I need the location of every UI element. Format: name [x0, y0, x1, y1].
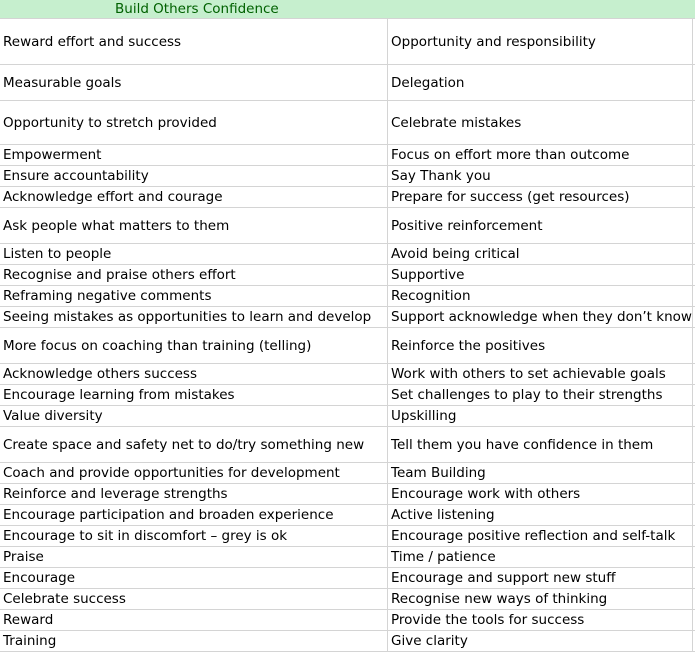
- table-row: [0, 187, 695, 208]
- table-cell-left[interactable]: Acknowledge others success: [0, 364, 388, 384]
- table-cell-left[interactable]: Reframing negative comments: [0, 286, 388, 306]
- table-cell-left[interactable]: Recognise and praise others effort: [0, 265, 388, 285]
- table-cell-left[interactable]: Encourage: [0, 568, 388, 588]
- table-row: [0, 631, 695, 652]
- table-cell-left[interactable]: Listen to people: [0, 244, 388, 264]
- table-cell-right[interactable]: Encourage positive reflection and self-talk: [388, 526, 693, 546]
- table-cell-left[interactable]: Reinforce and leverage strengths: [0, 484, 388, 504]
- table-row: [0, 568, 695, 589]
- table-cell-right[interactable]: Upskilling: [388, 406, 693, 426]
- table-cell-right[interactable]: Set challenges to play to their strengths: [388, 385, 693, 405]
- table-cell-right[interactable]: Team Building: [388, 463, 693, 483]
- table-row: [0, 65, 695, 101]
- table-cell-left[interactable]: More focus on coaching than training (telling): [0, 328, 388, 363]
- table-cell-left[interactable]: Encourage learning from mistakes: [0, 385, 388, 405]
- header-row[interactable]: [0, 0, 695, 19]
- table-row: [0, 208, 695, 244]
- table-cell-right[interactable]: Give clarity: [388, 631, 693, 651]
- table-cell-left[interactable]: Value diversity: [0, 406, 388, 426]
- table-row: [0, 406, 695, 427]
- table-cell-right[interactable]: Positive reinforcement: [388, 208, 693, 243]
- table-cell-left[interactable]: Acknowledge effort and courage: [0, 187, 388, 207]
- table-row: [0, 166, 695, 187]
- table-cell-left[interactable]: Training: [0, 631, 388, 651]
- table-cell-right[interactable]: Reinforce the positives: [388, 328, 693, 363]
- table-cell-left[interactable]: Reward: [0, 610, 388, 630]
- table-row: [0, 307, 695, 328]
- table-cell-right[interactable]: Delegation: [388, 65, 693, 100]
- table-cell-left[interactable]: Create space and safety net to do/try something new: [0, 427, 388, 462]
- table-row: [0, 328, 695, 364]
- table-cell-left[interactable]: Empowerment: [0, 145, 388, 165]
- table-cell-right[interactable]: Active listening: [388, 505, 693, 525]
- table-cell-left[interactable]: Seeing mistakes as opportunities to learn and develop: [0, 307, 388, 327]
- table-row: [0, 385, 695, 406]
- table-row: [0, 19, 695, 65]
- table-cell-right[interactable]: Say Thank you: [388, 166, 693, 186]
- table-row: [0, 265, 695, 286]
- table-cell-right[interactable]: Encourage and support new stuff: [388, 568, 693, 588]
- table-cell-right[interactable]: Focus on effort more than outcome: [388, 145, 693, 165]
- table-row: [0, 101, 695, 145]
- table-cell-right[interactable]: Support acknowledge when they don’t know: [388, 307, 693, 327]
- table-cell-left[interactable]: Encourage participation and broaden experience: [0, 505, 388, 525]
- table-cell-left[interactable]: Coach and provide opportunities for development: [0, 463, 388, 483]
- table-cell-left[interactable]: Celebrate success: [0, 589, 388, 609]
- table-cell-right[interactable]: Time / patience: [388, 547, 693, 567]
- table-cell-right[interactable]: Encourage work with others: [388, 484, 693, 504]
- table-cell-right[interactable]: Tell them you have confidence in them: [388, 427, 693, 462]
- table-row: [0, 610, 695, 631]
- table-cell-right[interactable]: Supportive: [388, 265, 693, 285]
- table-row: [0, 427, 695, 463]
- table-row: [0, 286, 695, 307]
- table-row: [0, 505, 695, 526]
- table-cell-right[interactable]: Celebrate mistakes: [388, 101, 693, 144]
- table-row: [0, 463, 695, 484]
- table-cell-right[interactable]: Avoid being critical: [388, 244, 693, 264]
- table-cell-right[interactable]: Work with others to set achievable goals: [388, 364, 693, 384]
- table-row: [0, 526, 695, 547]
- table-row: [0, 484, 695, 505]
- table-cell-left[interactable]: Ensure accountability: [0, 166, 388, 186]
- table-cell-left[interactable]: Ask people what matters to them: [0, 208, 388, 243]
- table-cell-left[interactable]: Reward effort and success: [0, 19, 388, 64]
- table-row: [0, 589, 695, 610]
- table-cell-right[interactable]: Recognition: [388, 286, 693, 306]
- table-cell-left[interactable]: Measurable goals: [0, 65, 388, 100]
- table-cell-right[interactable]: Provide the tools for success: [388, 610, 693, 630]
- table-cell-left[interactable]: Opportunity to stretch provided: [0, 101, 388, 144]
- table-cell-left[interactable]: Praise: [0, 547, 388, 567]
- table-cell-right[interactable]: Opportunity and responsibility: [388, 19, 693, 64]
- sheet-title: Build Others Confidence: [115, 1, 279, 17]
- table-cell-right[interactable]: Prepare for success (get resources): [388, 187, 693, 207]
- table-cell-right[interactable]: Recognise new ways of thinking: [388, 589, 693, 609]
- table-cell-left[interactable]: Encourage to sit in discomfort – grey is ok: [0, 526, 388, 546]
- table-row: [0, 145, 695, 166]
- table-row: [0, 244, 695, 265]
- table-row: [0, 364, 695, 385]
- table-row: [0, 547, 695, 568]
